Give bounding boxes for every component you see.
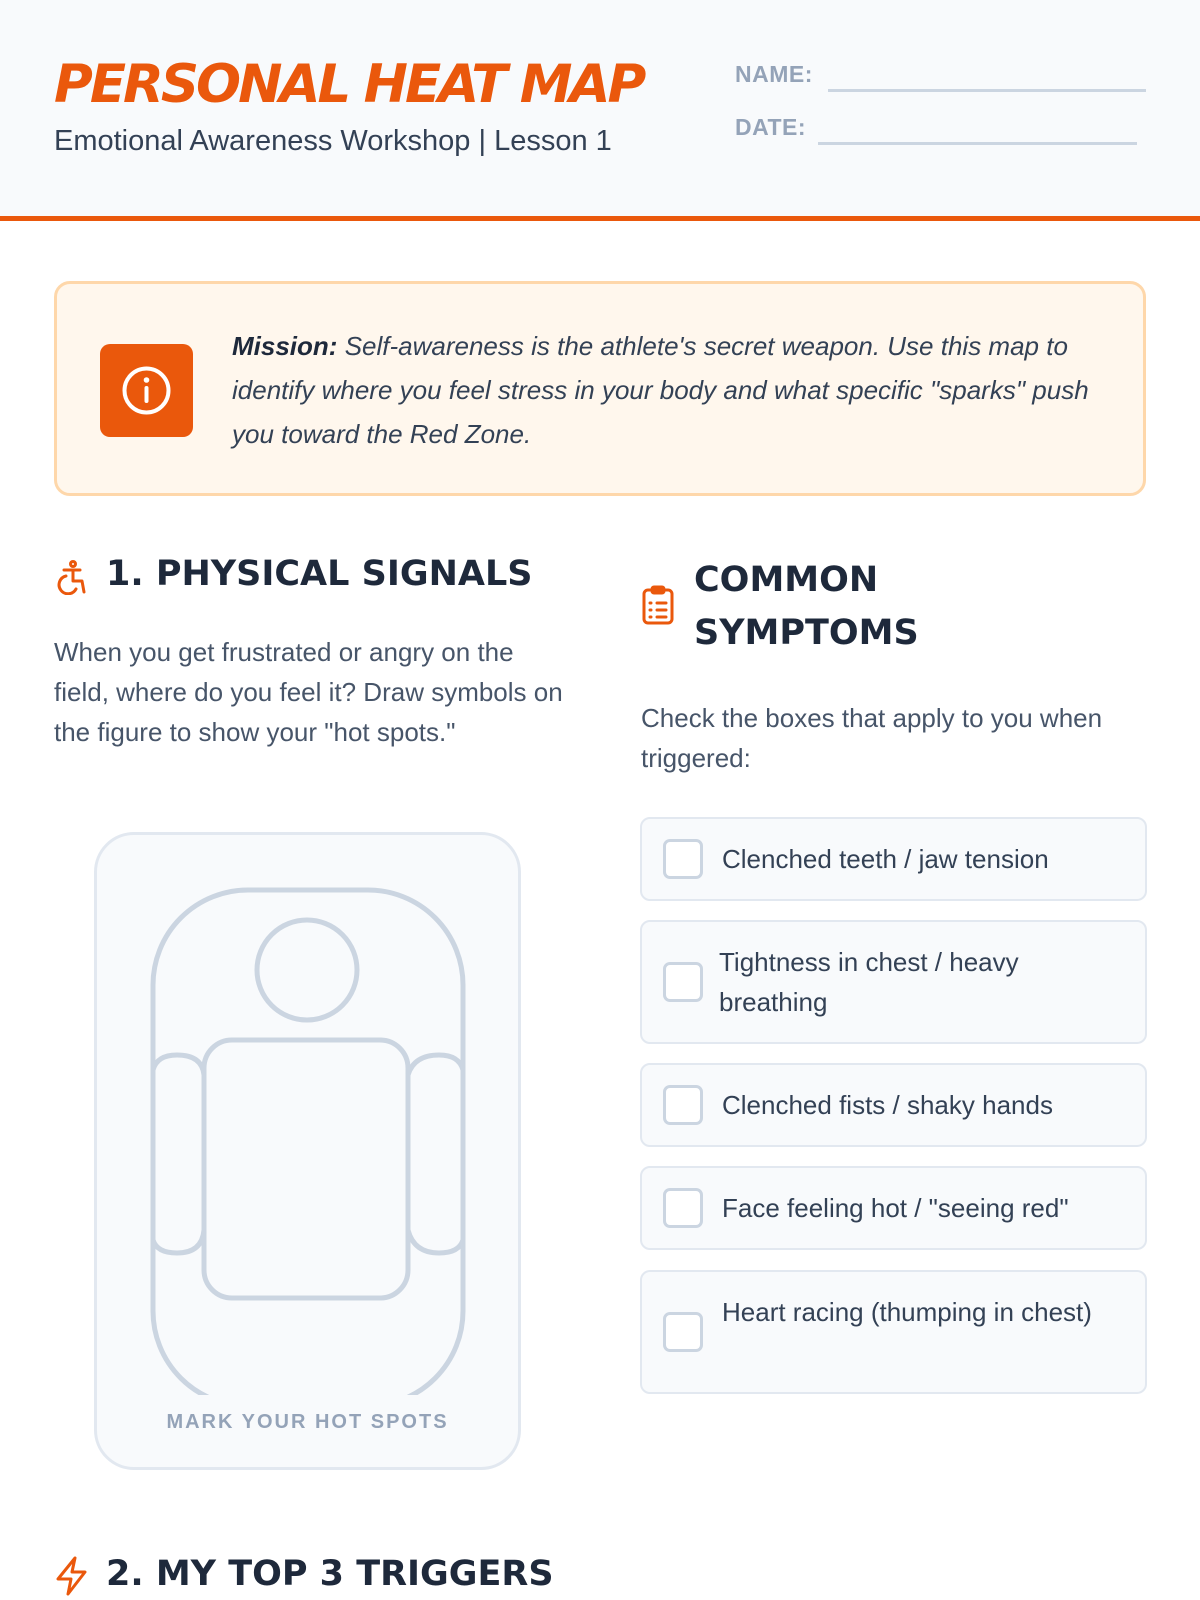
body-figure-area[interactable]: [94, 832, 521, 1470]
symptom-option[interactable]: [640, 920, 1147, 1044]
name-label: NAME:: [735, 61, 813, 87]
common-symptoms-title-line1: COMMON: [694, 560, 879, 600]
page-header: [0, 0, 1200, 221]
head-outline: [257, 920, 357, 1020]
common-symptoms-title-line2: SYMPTOMS: [694, 613, 919, 653]
symptom-checkbox[interactable]: [663, 1312, 703, 1352]
symptom-checkbox[interactable]: [663, 839, 703, 879]
lightning-icon: [54, 1556, 90, 1600]
mission-text: [232, 324, 1112, 456]
symptom-option[interactable]: [640, 1166, 1147, 1250]
symptom-option[interactable]: [640, 817, 1147, 901]
right-arm-outline: [408, 1055, 463, 1253]
date-field[interactable]: [818, 142, 1137, 145]
body-outline: [97, 835, 518, 1395]
physical-signals-title: 1. PHYSICAL SIGNALS: [106, 554, 533, 594]
symptom-checkbox[interactable]: [663, 1085, 703, 1125]
clipboard-icon: [641, 585, 675, 630]
triggers-title: 2. MY TOP 3 TRIGGERS: [106, 1554, 554, 1594]
mission-body: Self-awareness is the athlete's secret weapon. Use this map to identify where you feel stress in your body and what specific "sparks" push you toward the Red Zone.: [232, 331, 1089, 449]
symptoms-instruction: Check the boxes that apply to you when triggered:: [641, 703, 1103, 773]
symptom-label: Face feeling hot / "seeing red": [722, 1193, 1069, 1223]
symptom-label: Clenched fists / shaky hands: [722, 1090, 1053, 1120]
physical-signals-text: When you get frustrated or angry on the field, where do you feel it? Draw symbols on the figure to show your "hot spots.": [54, 637, 563, 747]
torso-outline: [204, 1040, 408, 1298]
symptom-option[interactable]: [640, 1063, 1147, 1147]
mission-callout: [54, 281, 1146, 496]
symptom-option[interactable]: [640, 1270, 1147, 1394]
symptom-checkbox[interactable]: [663, 1188, 703, 1228]
accessibility-icon: [54, 559, 90, 600]
name-field[interactable]: [828, 89, 1146, 92]
symptom-checkbox[interactable]: [663, 962, 703, 1002]
symptom-label: Tightness in chest / heavy breathing: [719, 947, 1019, 1017]
body-silhouette: [153, 890, 463, 1395]
figure-caption: MARK YOUR HOT SPOTS: [166, 1411, 449, 1433]
mission-label: Mission:: [232, 331, 338, 361]
left-arm-outline: [153, 1055, 204, 1253]
date-label: DATE:: [735, 114, 807, 140]
page-subtitle: Emotional Awareness Workshop | Lesson 1: [54, 125, 612, 157]
page-title: PERSONAL HEAT MAP: [54, 54, 644, 115]
symptom-label: Clenched teeth / jaw tension: [722, 844, 1049, 874]
common-symptoms-title: [694, 554, 919, 660]
info-icon: [100, 344, 193, 437]
symptom-label: Heart racing (thumping in chest): [722, 1297, 1092, 1327]
